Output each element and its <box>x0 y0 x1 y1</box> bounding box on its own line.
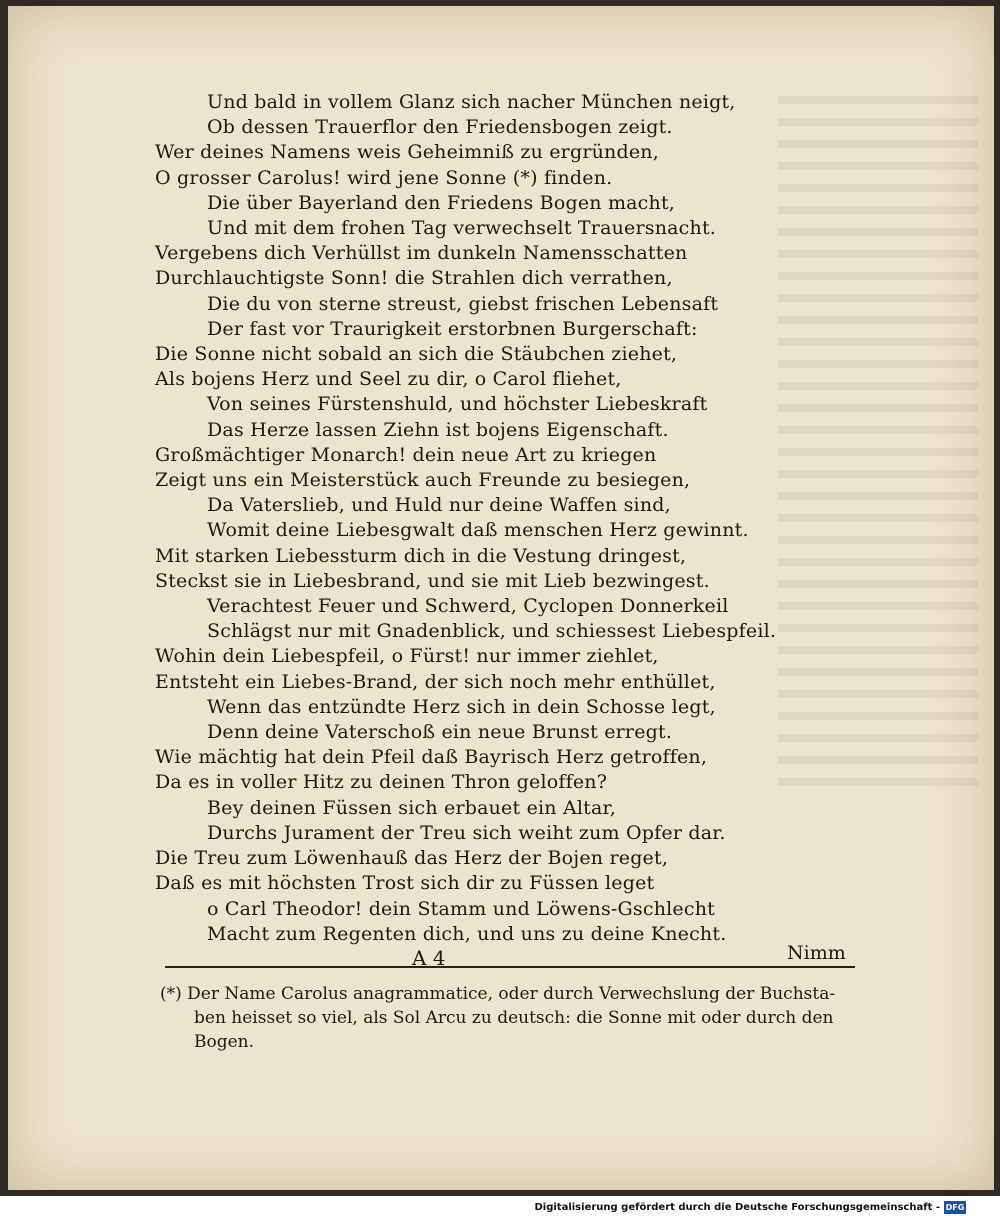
poem-line: Als bojens Herz und Seel zu dir, o Carol fliehet, <box>155 368 622 391</box>
poem-line: Von seines Fürstenshuld, und höchster Liebeskraft <box>207 393 708 416</box>
poem-line: Denn deine Vaterschoß ein neue Brunst erregt. <box>207 721 673 744</box>
poem-line: Ob dessen Trauerflor den Friedensbogen zeigt. <box>207 116 673 139</box>
poem-line: Die Sonne nicht sobald an sich die Stäubchen ziehet, <box>155 343 678 366</box>
digitization-credit <box>534 1198 966 1216</box>
poem-line: Durchlauchtigste Sonn! die Strahlen dich verrathen, <box>155 267 673 290</box>
poem-line: Wohin dein Liebespfeil, o Fürst! nur immer ziehlet, <box>155 645 659 668</box>
poem-line: Wie mächtig hat dein Pfeil daß Bayrisch Herz getroffen, <box>155 746 708 769</box>
signature-mark: A 4 <box>412 946 446 970</box>
footnote-marker: (*) <box>160 984 182 1004</box>
catchword: Nimm <box>787 942 846 964</box>
footnote-line-3: Bogen. <box>194 1032 255 1052</box>
dfg-logo-icon: DFG <box>945 1202 965 1212</box>
poem-line: Da es in voller Hitz zu deinen Thron geloffen? <box>155 771 608 794</box>
poem-line: Womit deine Liebesgwalt daß menschen Herz gewinnt. <box>207 519 749 542</box>
poem-line: o Carl Theodor! dein Stamm und Löwens-Gschlecht <box>207 897 715 920</box>
poem-line: Die Treu zum Löwenhauß das Herz der Bojen reget, <box>155 847 669 870</box>
footnote-line-1: Der Name Carolus anagrammatice, oder durch Verwechslung der Buchsta- <box>187 984 836 1004</box>
poem-line: Mit starken Liebessturm dich in die Vestung dringest, <box>155 544 687 567</box>
poem-line: O grosser Carolus! wird jene Sonne (*) finden. <box>155 166 613 189</box>
poem-line: Und mit dem frohen Tag verwechselt Trauersnacht. <box>207 217 717 240</box>
poem-line: Die über Bayerland den Friedens Bogen macht, <box>207 191 676 214</box>
poem-line: Das Herze lassen Ziehn ist bojens Eigenschaft. <box>207 418 669 441</box>
poem-line: Wenn das entzündte Herz sich in dein Schosse legt, <box>207 695 716 718</box>
poem-line: Steckst sie in Liebesbrand, und sie mit Lieb bezwingest. <box>155 569 710 592</box>
poem-line: Wer deines Namens weis Geheimniß zu ergründen, <box>155 141 659 164</box>
poem-line: Zeigt uns ein Meisterstück auch Freunde zu besiegen, <box>155 469 691 492</box>
footnote-rule <box>165 966 855 968</box>
poem-line: Die du von sterne streust, giebst frischen Lebensaft <box>207 292 719 315</box>
footnote <box>160 982 860 1054</box>
poem-line: Macht zum Regenten dich, und uns zu deine Knecht. <box>207 922 727 945</box>
poem-text <box>155 90 875 947</box>
poem-line: Entsteht ein Liebes-Brand, der sich noch mehr enthüllet, <box>155 670 716 693</box>
poem-line: Durchs Jurament der Treu sich weiht zum Opfer dar. <box>207 821 726 844</box>
poem-line: Daß es mit höchsten Trost sich dir zu Füssen leget <box>155 872 655 895</box>
footnote-line-2: ben heisset so viel, als Sol Arcu zu deutsch: die Sonne mit oder durch den <box>194 1008 834 1028</box>
poem-line: Verachtest Feuer und Schwerd, Cyclopen Donnerkeil <box>207 595 729 618</box>
credit-text: Digitalisierung gefördert durch die Deutsche Forschungsgemeinschaft - <box>534 1201 940 1213</box>
poem-line: Und bald in vollem Glanz sich nacher München neigt, <box>207 91 736 113</box>
poem-line: Schlägst nur mit Gnadenblick, und schiessest Liebespfeil. <box>207 620 777 643</box>
poem-line: Bey deinen Füssen sich erbauet ein Altar, <box>207 796 616 819</box>
poem-line: Da Vaterslieb, und Huld nur deine Waffen sind, <box>207 494 671 517</box>
poem-line: Der fast vor Traurigkeit erstorbnen Burgerschaft: <box>207 317 698 340</box>
poem-line: Vergebens dich Verhüllst im dunkeln Namensschatten <box>155 242 688 265</box>
poem-line: Großmächtiger Monarch! dein neue Art zu kriegen <box>155 443 657 466</box>
